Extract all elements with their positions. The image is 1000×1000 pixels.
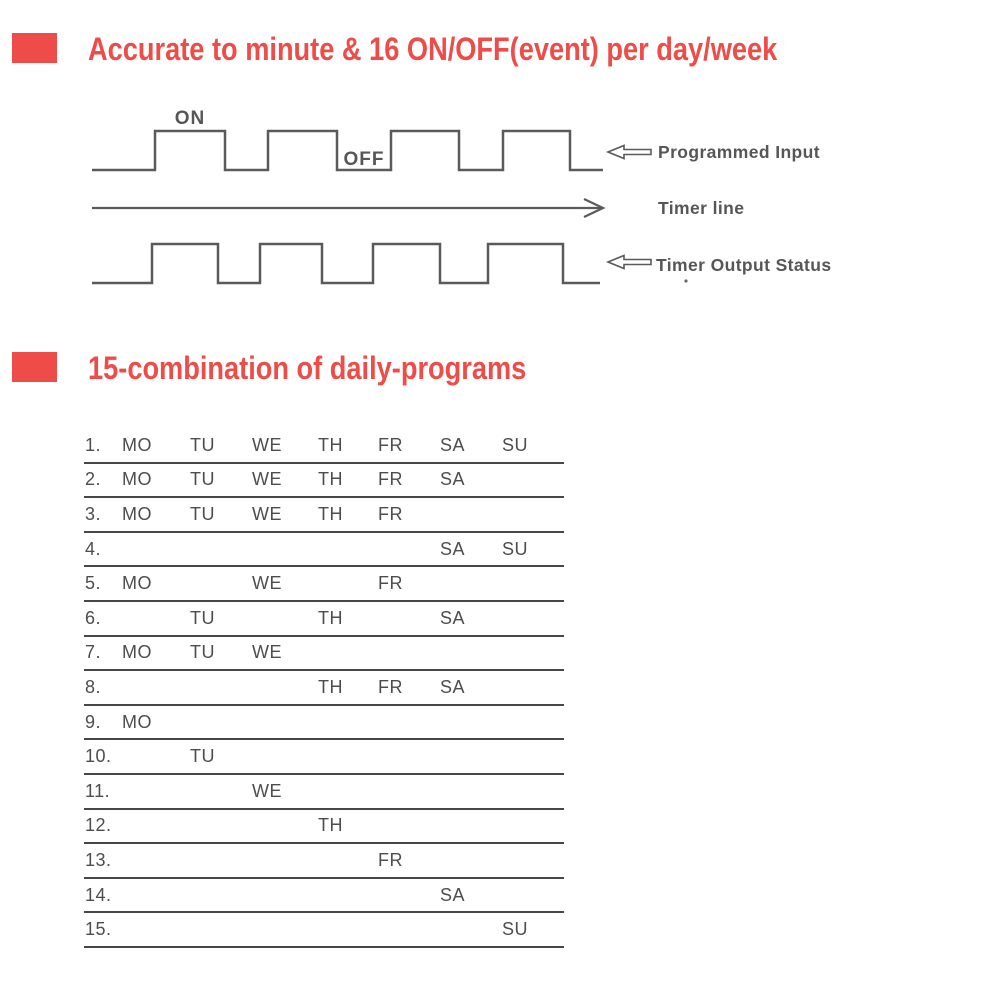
row-number: 12. xyxy=(85,815,112,836)
day-cell: TU xyxy=(190,469,215,490)
table-row xyxy=(84,533,564,568)
table-row xyxy=(84,429,564,464)
day-cell: FR xyxy=(378,434,403,455)
day-cell: FR xyxy=(378,676,403,697)
day-cell: MO xyxy=(122,711,152,732)
row-number: 4. xyxy=(85,538,102,559)
day-cell: SA xyxy=(440,469,466,490)
on-label: ON xyxy=(174,108,206,129)
table-row xyxy=(84,913,564,948)
day-cell: WE xyxy=(252,642,282,663)
day-cell: TH xyxy=(318,815,343,836)
section-title-programs: 15-combination of daily-programs xyxy=(88,350,527,386)
day-cell: TU xyxy=(190,642,215,663)
day-cell: FR xyxy=(378,503,403,524)
row-number: 14. xyxy=(85,884,112,905)
day-cell: TH xyxy=(318,469,343,490)
row-number: 5. xyxy=(85,573,102,594)
row-number: 8. xyxy=(85,676,102,697)
scan-dot xyxy=(684,279,687,282)
day-cell: TH xyxy=(318,676,343,697)
table-row xyxy=(84,844,564,879)
day-cell: FR xyxy=(378,469,403,490)
day-cell: MO xyxy=(122,469,152,490)
day-cell: WE xyxy=(252,469,282,490)
left-arrow-icon xyxy=(608,146,651,159)
day-cell: SA xyxy=(440,884,466,905)
row-number: 9. xyxy=(85,711,102,732)
day-cell: TU xyxy=(190,746,215,767)
day-cell: TU xyxy=(190,434,215,455)
row-number: 6. xyxy=(85,607,102,628)
day-cell: MO xyxy=(122,642,152,663)
day-cell: TH xyxy=(318,434,343,455)
row-number: 2. xyxy=(85,469,102,490)
table-row xyxy=(84,464,564,499)
row-number: 1. xyxy=(85,434,102,455)
off-label: OFF xyxy=(343,149,385,170)
day-cell: SU xyxy=(502,919,529,940)
table-row xyxy=(84,637,564,672)
row-number: 13. xyxy=(85,849,112,870)
day-cell: WE xyxy=(252,503,282,524)
day-cell: MO xyxy=(122,434,152,455)
day-cell: SA xyxy=(440,676,466,697)
section-title-accuracy: Accurate to minute & 16 ON/OFF(event) per day/week xyxy=(88,31,778,67)
red-square-bullet-icon xyxy=(12,33,57,63)
left-arrow-icon xyxy=(608,256,651,269)
programs-table xyxy=(84,429,564,948)
day-cell: SU xyxy=(502,434,529,455)
day-cell: WE xyxy=(252,573,282,594)
timer-line-label: Timer line xyxy=(658,198,745,218)
red-square-bullet-icon xyxy=(12,352,57,382)
day-cell: SA xyxy=(440,538,466,559)
table-row xyxy=(84,498,564,533)
table-row xyxy=(84,810,564,845)
table-row xyxy=(84,879,564,914)
day-cell: FR xyxy=(378,573,403,594)
timer-line-arrow-icon xyxy=(92,199,603,217)
row-number: 3. xyxy=(85,503,102,524)
day-cell: WE xyxy=(252,434,282,455)
table-row xyxy=(84,602,564,637)
timer-output-status-label: Timer Output Status xyxy=(656,255,832,275)
day-cell: WE xyxy=(252,780,282,801)
day-cell: SU xyxy=(502,538,529,559)
day-cell: TH xyxy=(318,503,343,524)
row-number: 11. xyxy=(85,780,111,801)
row-number: 7. xyxy=(85,642,102,663)
programmed-input-label: Programmed Input xyxy=(658,142,820,162)
day-cell: SA xyxy=(440,434,466,455)
day-cell: FR xyxy=(378,849,403,870)
table-row xyxy=(84,671,564,706)
table-row xyxy=(84,775,564,810)
day-cell: TH xyxy=(318,607,343,628)
day-cell: MO xyxy=(122,503,152,524)
row-number: 15. xyxy=(85,919,112,940)
timing-diagram xyxy=(0,100,1000,310)
timer-output-waveform xyxy=(92,244,600,283)
table-row xyxy=(84,740,564,775)
day-cell: TU xyxy=(190,503,215,524)
row-number: 10. xyxy=(85,746,112,767)
day-cell: SA xyxy=(440,607,466,628)
day-cell: MO xyxy=(122,573,152,594)
table-row xyxy=(84,706,564,741)
table-row xyxy=(84,567,564,602)
day-cell: TU xyxy=(190,607,215,628)
